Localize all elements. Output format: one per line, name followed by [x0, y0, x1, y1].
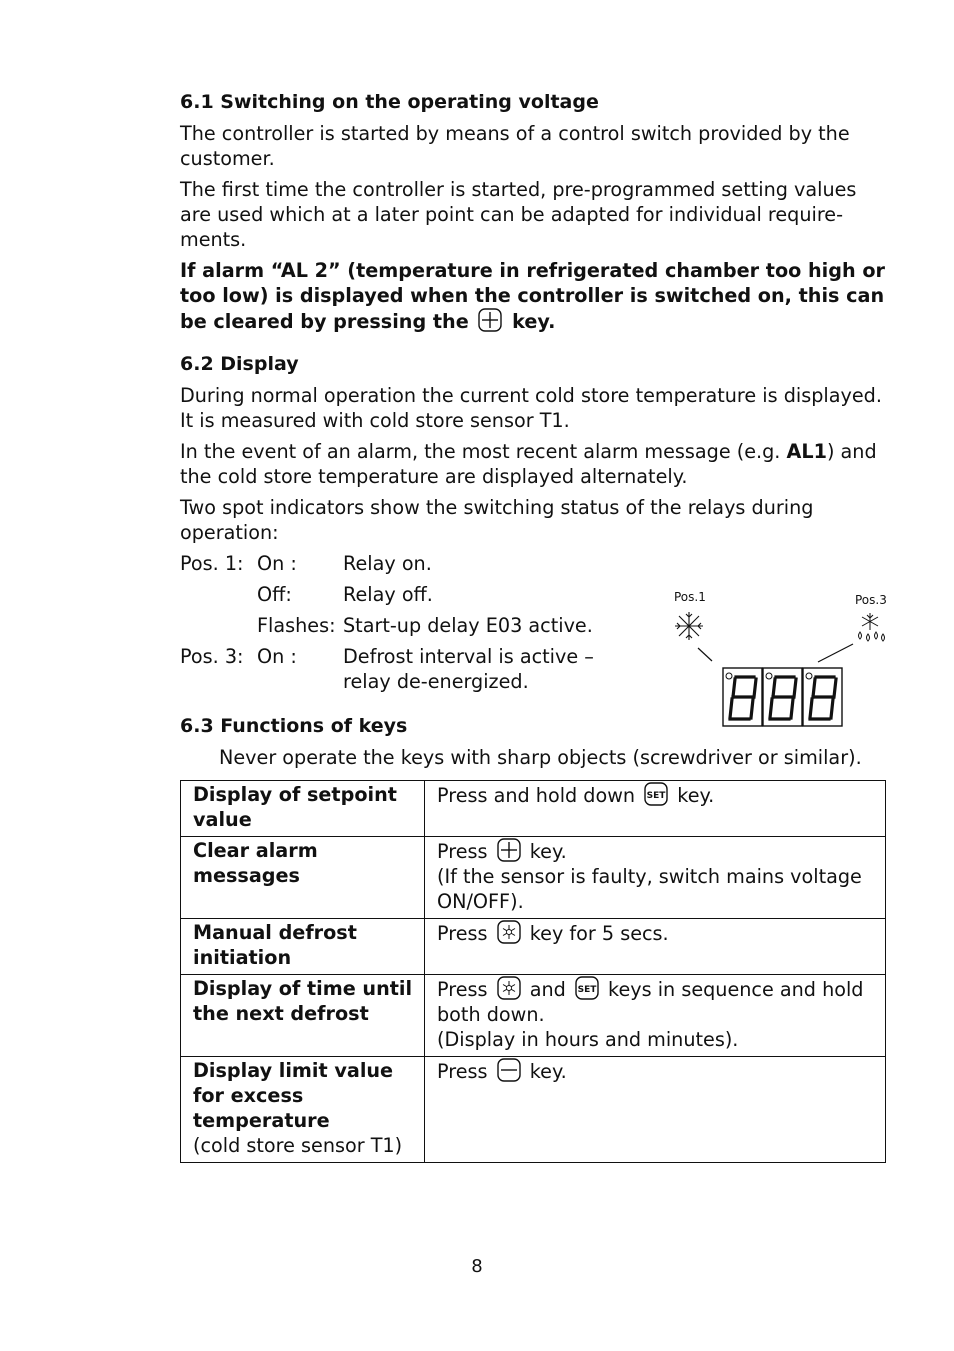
snowflake-icon — [675, 612, 703, 640]
pos1-figure-label: Pos.1 — [674, 590, 706, 604]
pos2-spot-indicator — [766, 673, 772, 679]
row-label-clear-alarm: Clear alarm messages — [181, 837, 425, 919]
row-label-manual-defrost: Manual defrost initiation — [181, 919, 425, 975]
section-6-1-heading: 6.1 Switching on the operating voltage — [180, 91, 599, 113]
pos3-leader-line — [818, 644, 853, 662]
pos1-on-label: On : — [257, 552, 297, 575]
minus-key-icon — [497, 1058, 521, 1082]
section-6-1-paragraph-2: The first time the controller is started, pre-programmed setting values are used which at a later point can be adapted for individual require-ments. — [180, 178, 857, 251]
table-row — [181, 919, 886, 975]
section-6-2-paragraph-3: Two spot indicators show the switching status of the relays during operation: — [180, 496, 814, 544]
row-label-next-defrost: Display of time until the next defrost — [181, 975, 425, 1057]
pos1-leader-line — [698, 648, 712, 661]
section-6-2-paragraph-1: During normal operation the current cold store temperature is displayed. It is measured with cold store sensor T1. — [180, 384, 882, 432]
set-key-icon — [644, 782, 668, 806]
alarm-al2-note — [180, 258, 886, 334]
page-number: 8 — [471, 1256, 483, 1277]
defrost-drops-icon — [859, 613, 885, 641]
table-row — [181, 975, 886, 1057]
table-row — [181, 1057, 886, 1163]
pos1-flash-label: Flashes: — [257, 614, 336, 637]
row-desc-manual-defrost: Press key for 5 secs. — [425, 919, 886, 975]
set-key-icon — [575, 976, 599, 1000]
defrost-key-icon — [497, 976, 521, 1000]
indicator-status-table — [180, 551, 603, 700]
pos1-on-text: Relay on. — [343, 552, 432, 575]
plus-key-icon — [497, 838, 521, 862]
alarm-code-al1: AL1 — [786, 440, 827, 463]
pos3-on-text: Defrost interval is active – relay de-energized. — [343, 645, 594, 693]
pos1-on-row — [180, 551, 603, 582]
paragraph-2-text-a: In the event of an alarm, the most recent alarm message (e.g. — [180, 440, 781, 463]
section-6-2-heading: 6.2 Display — [180, 353, 299, 375]
row-label-setpoint: Display of setpoint value — [181, 781, 425, 837]
pos1-flash-row — [180, 613, 603, 644]
sharp-objects-warning: Never operate the keys with sharp objects (screwdriver or similar). — [219, 746, 862, 769]
table-row — [181, 837, 886, 919]
row-desc-setpoint: Press and hold down key. — [425, 781, 886, 837]
section-6-1-paragraph-1: The controller is started by means of a control switch provided by the customer. — [180, 122, 850, 170]
defrost-key-icon — [497, 920, 521, 944]
plus-key-icon — [478, 308, 502, 332]
alarm-al2-note-text: If alarm “AL 2” (temperature in refrigerated chamber too high or too low) is displayed when the controller is switched on, this can be cleared by pressing the — [180, 259, 885, 333]
alarm-al2-note-end: key. — [512, 310, 556, 333]
pos1-off-text: Relay off. — [343, 583, 433, 606]
pos1-off-label: Off: — [257, 583, 292, 606]
pos3-spot-indicator — [806, 673, 812, 679]
pos1-spot-indicator — [726, 673, 732, 679]
paragraph-2-text-b: ) and the cold store temperature are displayed alternately. — [180, 440, 877, 488]
pos1-off-row — [180, 582, 603, 613]
row-label-limit-value: Display limit value for excess temperature (cold store sensor T1) — [181, 1057, 425, 1163]
pos3-label: Pos. 3: — [180, 645, 244, 668]
row-desc-limit-value: Press key. — [425, 1057, 886, 1163]
section-6-3-heading: 6.3 Functions of keys — [180, 715, 408, 737]
pos1-label: Pos. 1: — [180, 552, 244, 575]
section-6-2-paragraph-2 — [180, 439, 886, 489]
table-row — [181, 781, 886, 837]
seven-segment-display — [723, 668, 842, 726]
row-desc-next-defrost: Press and keys in sequence and hold both down. (Display in hours and minutes). — [425, 975, 886, 1057]
row-desc-clear-alarm: Press key. (If the sensor is faulty, switch mains voltage ON/OFF). — [425, 837, 886, 919]
pos3-on-label: On : — [257, 645, 297, 668]
pos3-figure-label: Pos.3 — [855, 593, 887, 607]
pos1-flash-text: Start-up delay E03 active. — [343, 614, 593, 637]
controller-display-figure — [670, 588, 900, 733]
key-functions-table — [180, 780, 886, 1163]
pos3-on-row — [180, 644, 603, 700]
